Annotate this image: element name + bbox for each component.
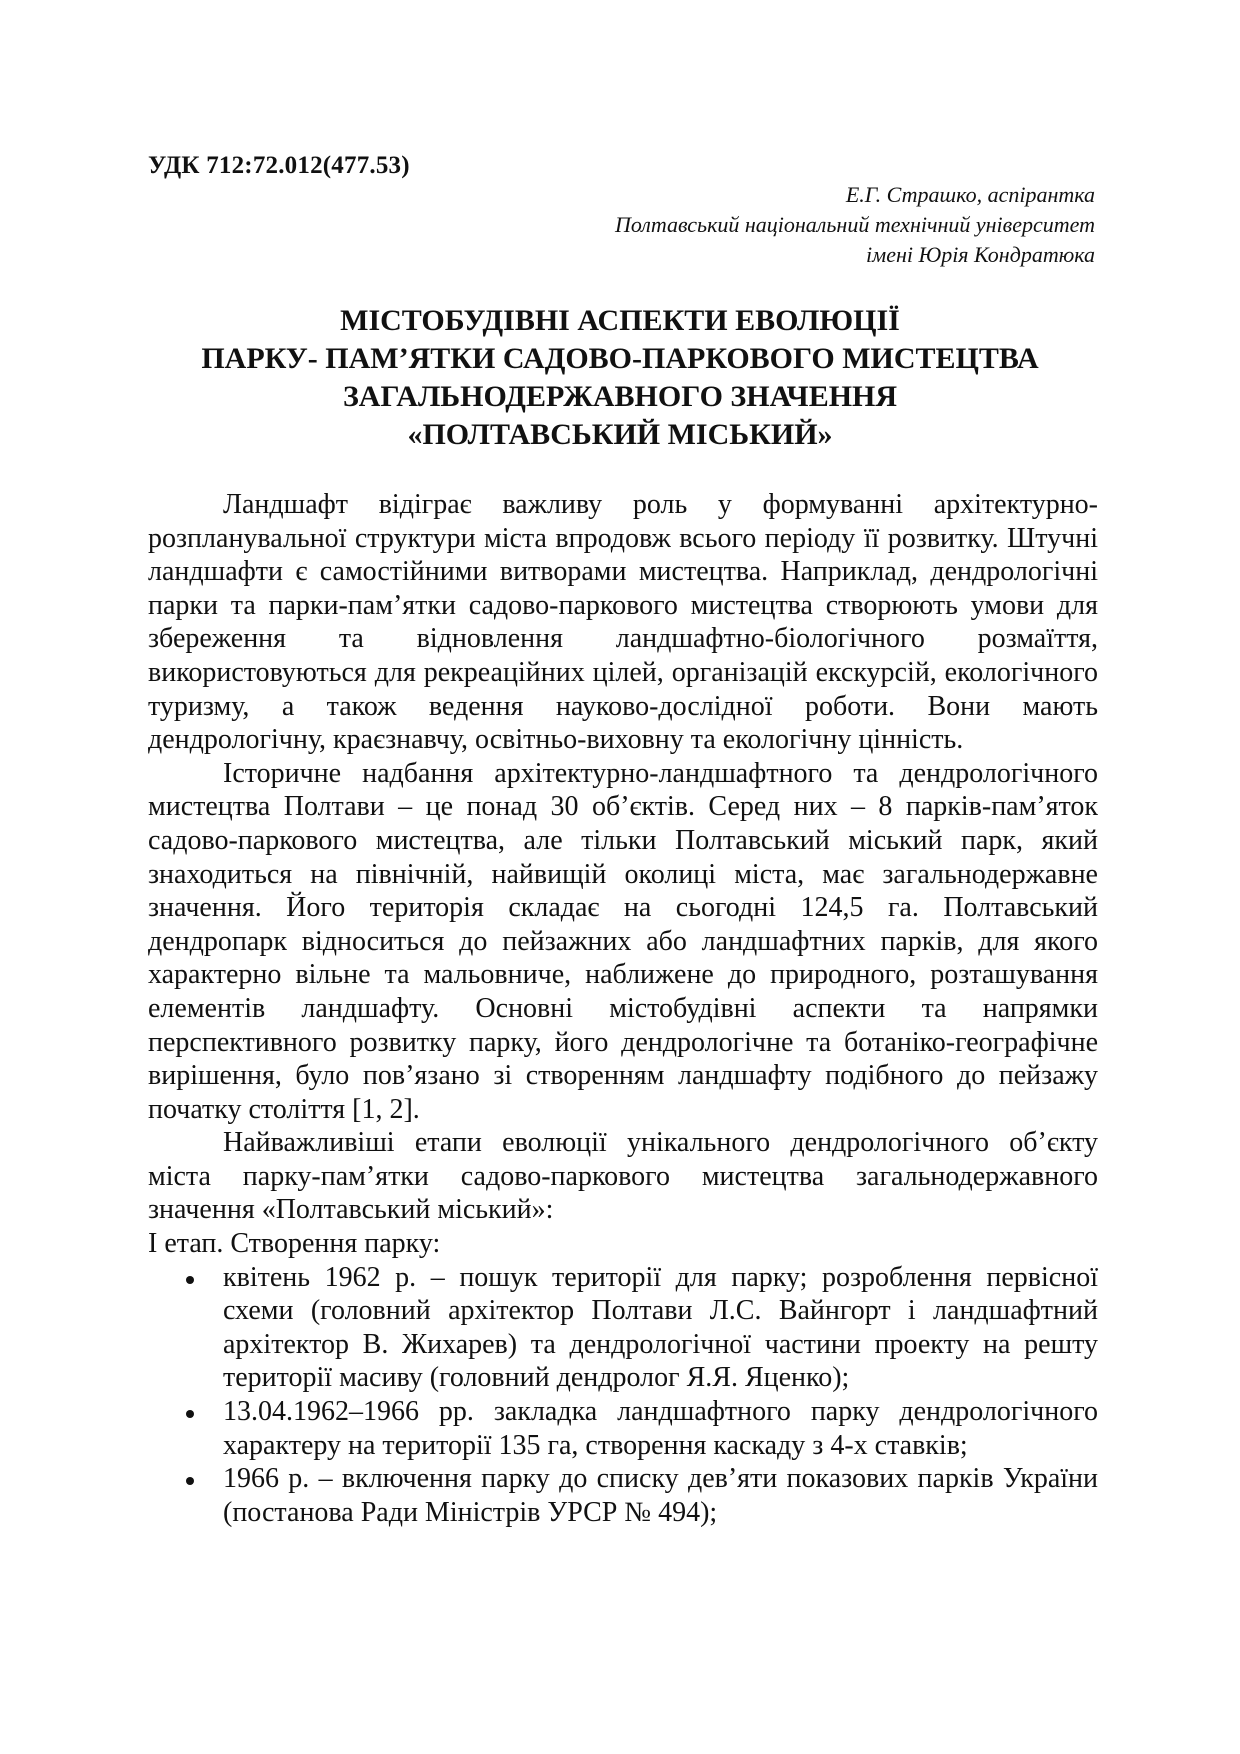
- article-body: [148, 488, 1098, 1529]
- title-line: «ПОЛТАВСЬКИЙ МІСЬКИЙ»: [407, 418, 833, 451]
- list-item-text: квітень 1962 р. – пошук території для парку; розроблення первісної схеми (головний архітектор Полтави Л.С. Вайнгорт і ландшафтний архітектор В. Жихарев) та дендрологічної частини проекту на решту території масиву (головний дендролог Я.Я. Яценко);: [223, 1261, 1098, 1394]
- bullet-icon: [186, 1276, 194, 1284]
- list-item: [148, 1395, 1098, 1462]
- list-item: [148, 1261, 1098, 1395]
- author-affiliation-2: імені Юрія Кондратюка: [866, 242, 1095, 267]
- paragraph: Ландшафт відіграє важливу роль у формуванні архітектурно-розпланувальної структури міста впродовж всього періоду її розвитку. Штучні ландшафти є самостійними витворами мистецтва. Наприклад, дендрологічні парки та парки-пам’ятки садово-паркового мистецтва створюють умови для збереження та відновлення ландшафтно-біологічного розмаїття, використовуються для рекреаційних цілей, організацій екскурсій, екологічного туризму, а також ведення науково-дослідної роботи. Вони мають дендрологічну, краєзнавчу, освітньо-виховну та екологічну цінність.: [148, 489, 1098, 756]
- title-line: ПАРКУ- ПАМ’ЯТКИ САДОВО-ПАРКОВОГО МИСТЕЦТВА: [201, 342, 1039, 375]
- stage-heading: І етап. Створення парку:: [148, 1228, 441, 1260]
- author-name: Е.Г. Страшко, аспірантка: [845, 182, 1095, 207]
- author-block: [395, 180, 1095, 270]
- paragraph: Найважливіші етапи еволюції унікального дендрологічного об’єкту міста парку-пам’ятки садово-паркового мистецтва загальнодержавного значення «Полтавський міський»:: [148, 1127, 1098, 1226]
- list-item: [148, 1462, 1098, 1529]
- paragraph: Історичне надбання архітектурно-ландшафтного та дендрологічного мистецтва Полтави – це понад 30 об’єктів. Серед них – 8 парків-пам’яток садово-паркового мистецтва, але тільки Полтавський міський парк, який знаходиться на північній, найвищій околиці міста, має загальнодержавне значення. Його територія складає на сьогодні 124,5 га. Полтавський дендропарк відноситься до пейзажних або ландшафтних парків, для якого характерно вільне та мальовниче, наближене до природного, розташування елементів ландшафту. Основні містобудівні аспекти та напрямки перспективного розвитку парку, його дендрологічне та ботаніко-географічне вирішення, було пов’язано зі створенням ландшафту подібного до пейзажу початку століття [1, 2].: [148, 757, 1098, 1125]
- bullet-icon: [186, 1410, 194, 1418]
- bullet-icon: [186, 1477, 194, 1485]
- list-item-text: 1966 р. – включення парку до списку дев’яти показових парків України (постанова Ради Міністрів УРСР № 494);: [223, 1463, 1098, 1528]
- title-line: МІСТОБУДІВНІ АСПЕКТИ ЕВОЛЮЦІЇ: [340, 304, 900, 337]
- udc-code: УДК 712:72.012(477.53): [148, 152, 410, 179]
- title-line: ЗАГАЛЬНОДЕРЖАВНОГО ЗНАЧЕННЯ: [342, 380, 898, 413]
- list-item-text: 13.04.1962–1966 рр. закладка ландшафтного парку дендрологічного характеру на території 135 га, створення каскаду з 4-х ставків;: [223, 1396, 1098, 1461]
- author-affiliation: Полтавський національний технічний університет: [614, 212, 1095, 237]
- article-title: [140, 302, 1100, 454]
- stage-list: [148, 1261, 1098, 1530]
